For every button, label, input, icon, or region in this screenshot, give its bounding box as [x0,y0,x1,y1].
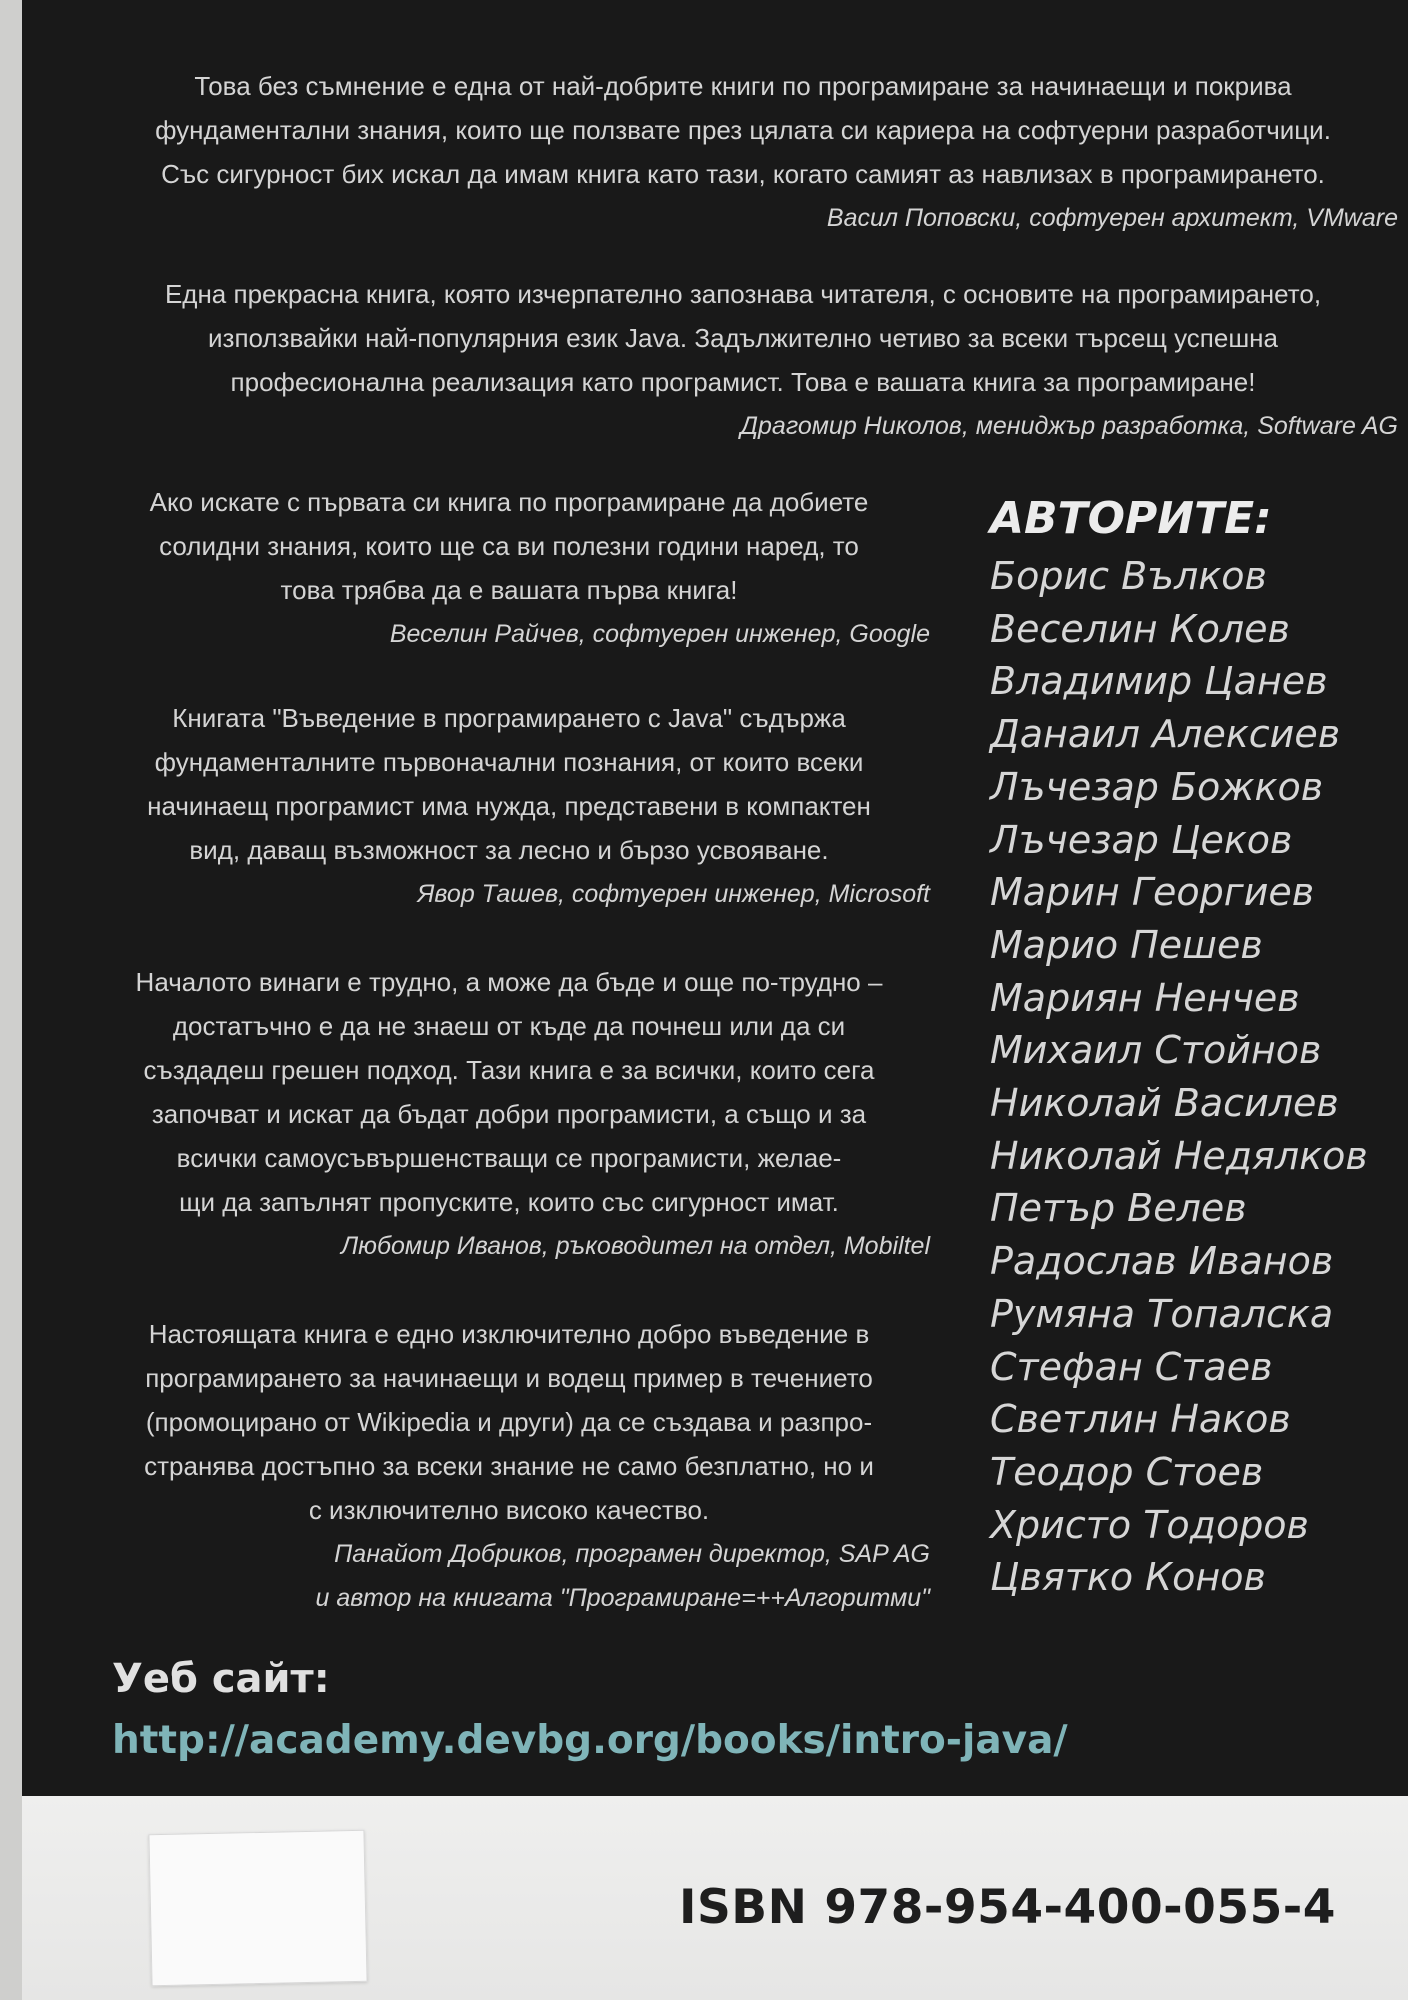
website-url-link[interactable]: http://academy.devbg.org/books/intro-java/ [112,1718,1068,1763]
quote-line: щи да запълнят пропуските, които със сигурност имат. [179,1187,839,1217]
author-name: Данаил Алексиев [990,712,1341,757]
author-name: Николай Василев [990,1081,1339,1126]
author-name: Мариян Ненчев [990,975,1300,1020]
quote-attribution: Явор Ташев, софтуерен инженер, Microsoft [417,880,930,908]
quote-line: Книгата "Въведение в програмирането с Java" съдържа [172,703,846,733]
author-name: Марио Пешев [990,922,1263,967]
quote-line: достатъчно е да не знаеш от къде да почнеш или да си [172,1011,846,1041]
author-name: Румяна Топалска [990,1291,1334,1336]
author-name: Марин Георгиев [990,870,1315,915]
author-name: Николай Недялков [990,1133,1368,1178]
author-name: Веселин Колев [990,606,1290,651]
author-name: Петър Велев [990,1186,1247,1231]
author-name: Лъчезар Цеков [990,817,1293,862]
website-label: Уеб сайт: [112,1656,330,1702]
author-name: Теодор Стоев [990,1449,1264,1494]
authors-heading: АВТОРИТЕ: [990,493,1272,544]
quote-line: Това без съмнение е една от най-добрите книги по програмиране за начинаещи и покрива [194,71,1292,101]
quote-attribution: Любомир Иванов, ръководител на отдел, Mobiltel [341,1232,930,1260]
quote-line: (промоцирано от Wikipedia и други) да се създава и разпро- [145,1407,873,1437]
author-list [990,550,1368,1604]
author-name: Борис Вълков [990,554,1267,598]
quote-line: професионална реализация като програмист. Това е вашата книга за програмиране! [230,367,1256,397]
quote-line: започват и искат да бъдат добри програмисти, а също и за [151,1099,867,1129]
quote-6 [88,1312,930,1620]
quote-line: Настоящата книга е едно изключително добро въведение в [148,1319,870,1349]
quote-line: с изключително високо качество. [308,1495,710,1525]
author-name: Лъчезар Божков [990,764,1324,809]
quote-4 [88,696,930,916]
author-name: Светлин Наков [990,1397,1291,1442]
quote-attribution: Васил Поповски, софтуерен архитект, VMware [826,204,1398,232]
quote-attribution: Драгомир Николов, мениджър разработка, Software AG [740,412,1398,440]
author-name: Радослав Иванов [990,1239,1334,1284]
quote-line: програмирането за начинаещи и водещ пример в течението [145,1363,873,1393]
quote-attribution: Панайот Добриков, програмен директор, SAP AG [334,1540,930,1568]
quote-line: вид, даващ възможност за лесно и бързо усвояване. [189,835,829,865]
authors-section [990,488,1368,1604]
quote-line: странява достъпно за всеки знание не само безплатно, но и [144,1451,874,1481]
quote-line: Една прекрасна книга, която изчерпателно запознава читателя, с основите на програмирането, [164,279,1322,309]
author-name: Стефан Стаев [990,1344,1273,1389]
quote-3 [88,480,930,656]
author-name: Михаил Стойнов [990,1028,1322,1073]
quote-line: Ако искате с първата си книга по програмиране да добиете [149,487,869,517]
quote-line: създадеш грешен подход. Тази книга е за всички, които сега [143,1055,875,1085]
isbn-number: ISBN 978-954-400-055-4 [678,1880,1336,1935]
quote-line: Началото винаги е трудно, а може да бъде и още по-трудно – [135,967,883,997]
quote-attribution-extra: и автор на книгата "Програмиране=++Алгоритми" [315,1584,930,1612]
quote-line: фундаменталните първоначални познания, от които всеки [154,747,864,777]
quote-5 [88,960,930,1268]
quote-line: използвайки най-популярния език Java. Задължително четиво за всеки търсещ успешна [208,323,1278,353]
quote-line: начинаещ програмист има нужда, представени в компактен [147,791,871,821]
quote-attribution: Веселин Райчев, софтуерен инженер, Google [389,620,930,648]
quote-line: това трябва да е вашата първа книга! [280,575,738,605]
quote-line: фундаментални знания, които ще ползвате през цялата си кариера на софтуерни разработчици. [155,115,1331,145]
quote-1 [88,64,1398,240]
quote-line: солидни знания, които ще са ви полезни години наред, то [159,531,859,561]
blank-sticker [148,1830,367,1986]
author-name: Цвятко Конов [990,1555,1266,1600]
author-name: Владимир Цанев [990,659,1328,704]
author-name: Христо Тодоров [990,1502,1309,1547]
quote-2 [88,272,1398,448]
quote-line: Със сигурност бих искал да имам книга като тази, когато самият аз навлизах в програмирането. [161,159,1325,189]
quote-line: всички самоусъвършенстващи се програмисти, желае- [176,1143,842,1173]
